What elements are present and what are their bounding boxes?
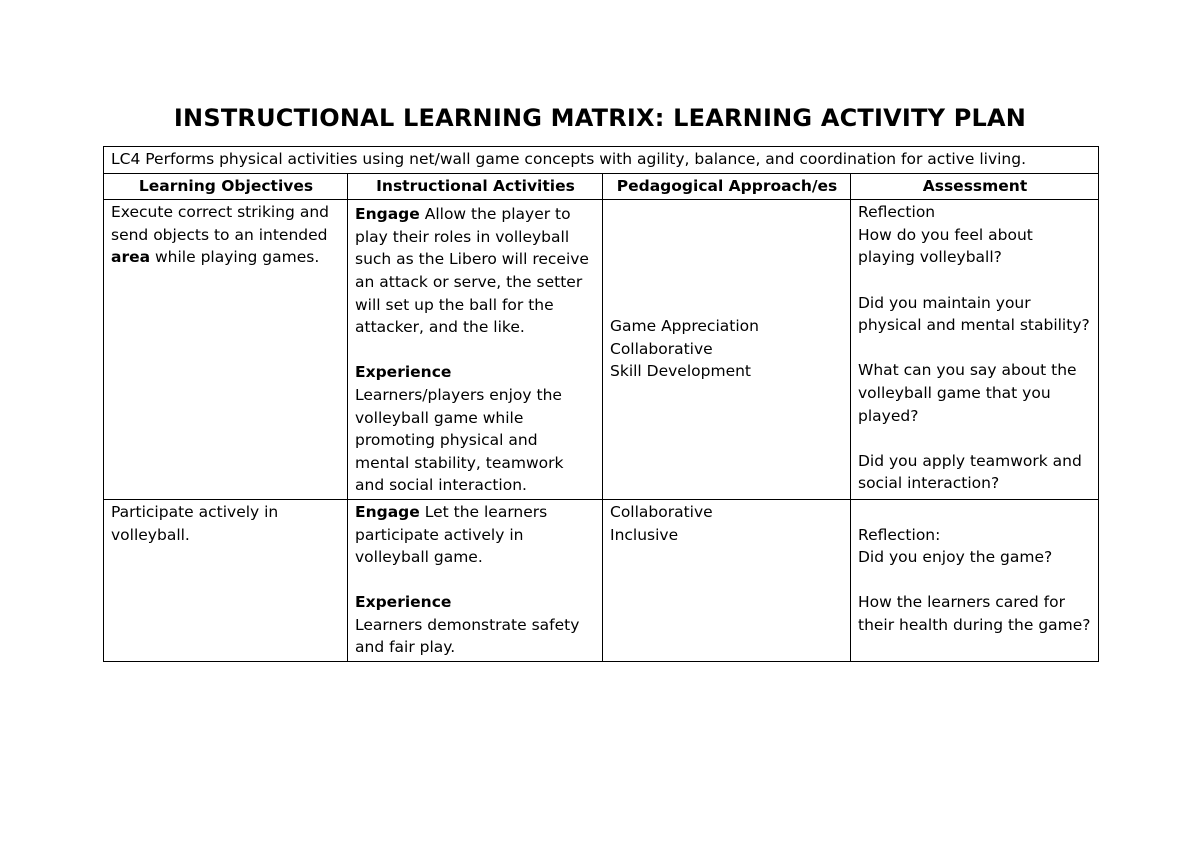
assessment-question: Did you enjoy the game? [858,548,1053,567]
experience-text: Learners/players enjoy the volleyball game while promoting physical and mental stability, teamwork and social interaction. [355,385,564,495]
experience-label: Experience [355,593,452,612]
objective-text-end: while playing games. [150,248,320,267]
table-row [104,200,1099,500]
assessment-heading: Reflection [858,203,936,222]
approach-item: Game Appreciation [610,317,759,336]
engage-text: Let the learners participate actively in volleyball game. [355,502,548,567]
engage-block [355,203,596,339]
assessment-question: Did you apply teamwork and social interaction? [858,451,1082,493]
assessment-question: How the learners cared for their health during the game? [858,593,1091,634]
competency-row [104,147,1099,174]
engage-label: Engage [355,205,420,224]
header-row [104,173,1099,200]
experience-label: Experience [355,363,452,382]
objective-text: Execute correct striking and send objects to an intended [111,203,329,244]
objective-cell: Participate actively in volleyball. [104,499,348,661]
activities-cell [348,499,603,661]
header-pedagogical-approaches: Pedagogical Approach/es [603,173,851,200]
objective-emphasis: area [111,248,151,267]
header-assessment: Assessment [851,173,1099,200]
assessment-question: Did you maintain your physical and mental stability? [858,293,1090,335]
assessment-question: How do you feel about playing volleyball? [858,225,1033,267]
engage-text: Allow the player to play their roles in volleyball such as the Libero will receive an attack or serve, the setter will set up the ball for the attacker, and the like. [355,205,589,337]
header-instructional-activities: Instructional Activities [348,173,603,200]
approach-item: Inclusive [610,525,679,544]
activities-cell [348,200,603,500]
assessment-cell [851,200,1099,500]
experience-block [355,361,596,497]
assessment-question: What can you say about the volleyball game that you played? [858,361,1077,425]
approach-item: Collaborative [610,502,713,521]
engage-block [355,501,596,569]
header-learning-objectives: Learning Objectives [104,173,348,200]
assessment-cell [851,499,1099,661]
approaches-cell [603,200,851,500]
approach-item: Skill Development [610,362,752,381]
objective-cell [104,200,348,500]
competency-cell: LC4 Performs physical activities using net/wall game concepts with agility, balance, and coordination for active living. [104,147,1099,174]
assessment-heading: Reflection: [858,525,941,544]
experience-block [355,591,596,659]
approach-item: Collaborative [610,339,713,358]
learning-matrix-table [103,146,1099,662]
approaches-cell [603,499,851,661]
document-title: INSTRUCTIONAL LEARNING MATRIX: LEARNING ACTIVITY PLAN [173,104,1027,132]
table-row [104,499,1099,661]
engage-label: Engage [355,502,420,521]
experience-text: Learners demonstrate safety and fair play. [355,615,580,657]
